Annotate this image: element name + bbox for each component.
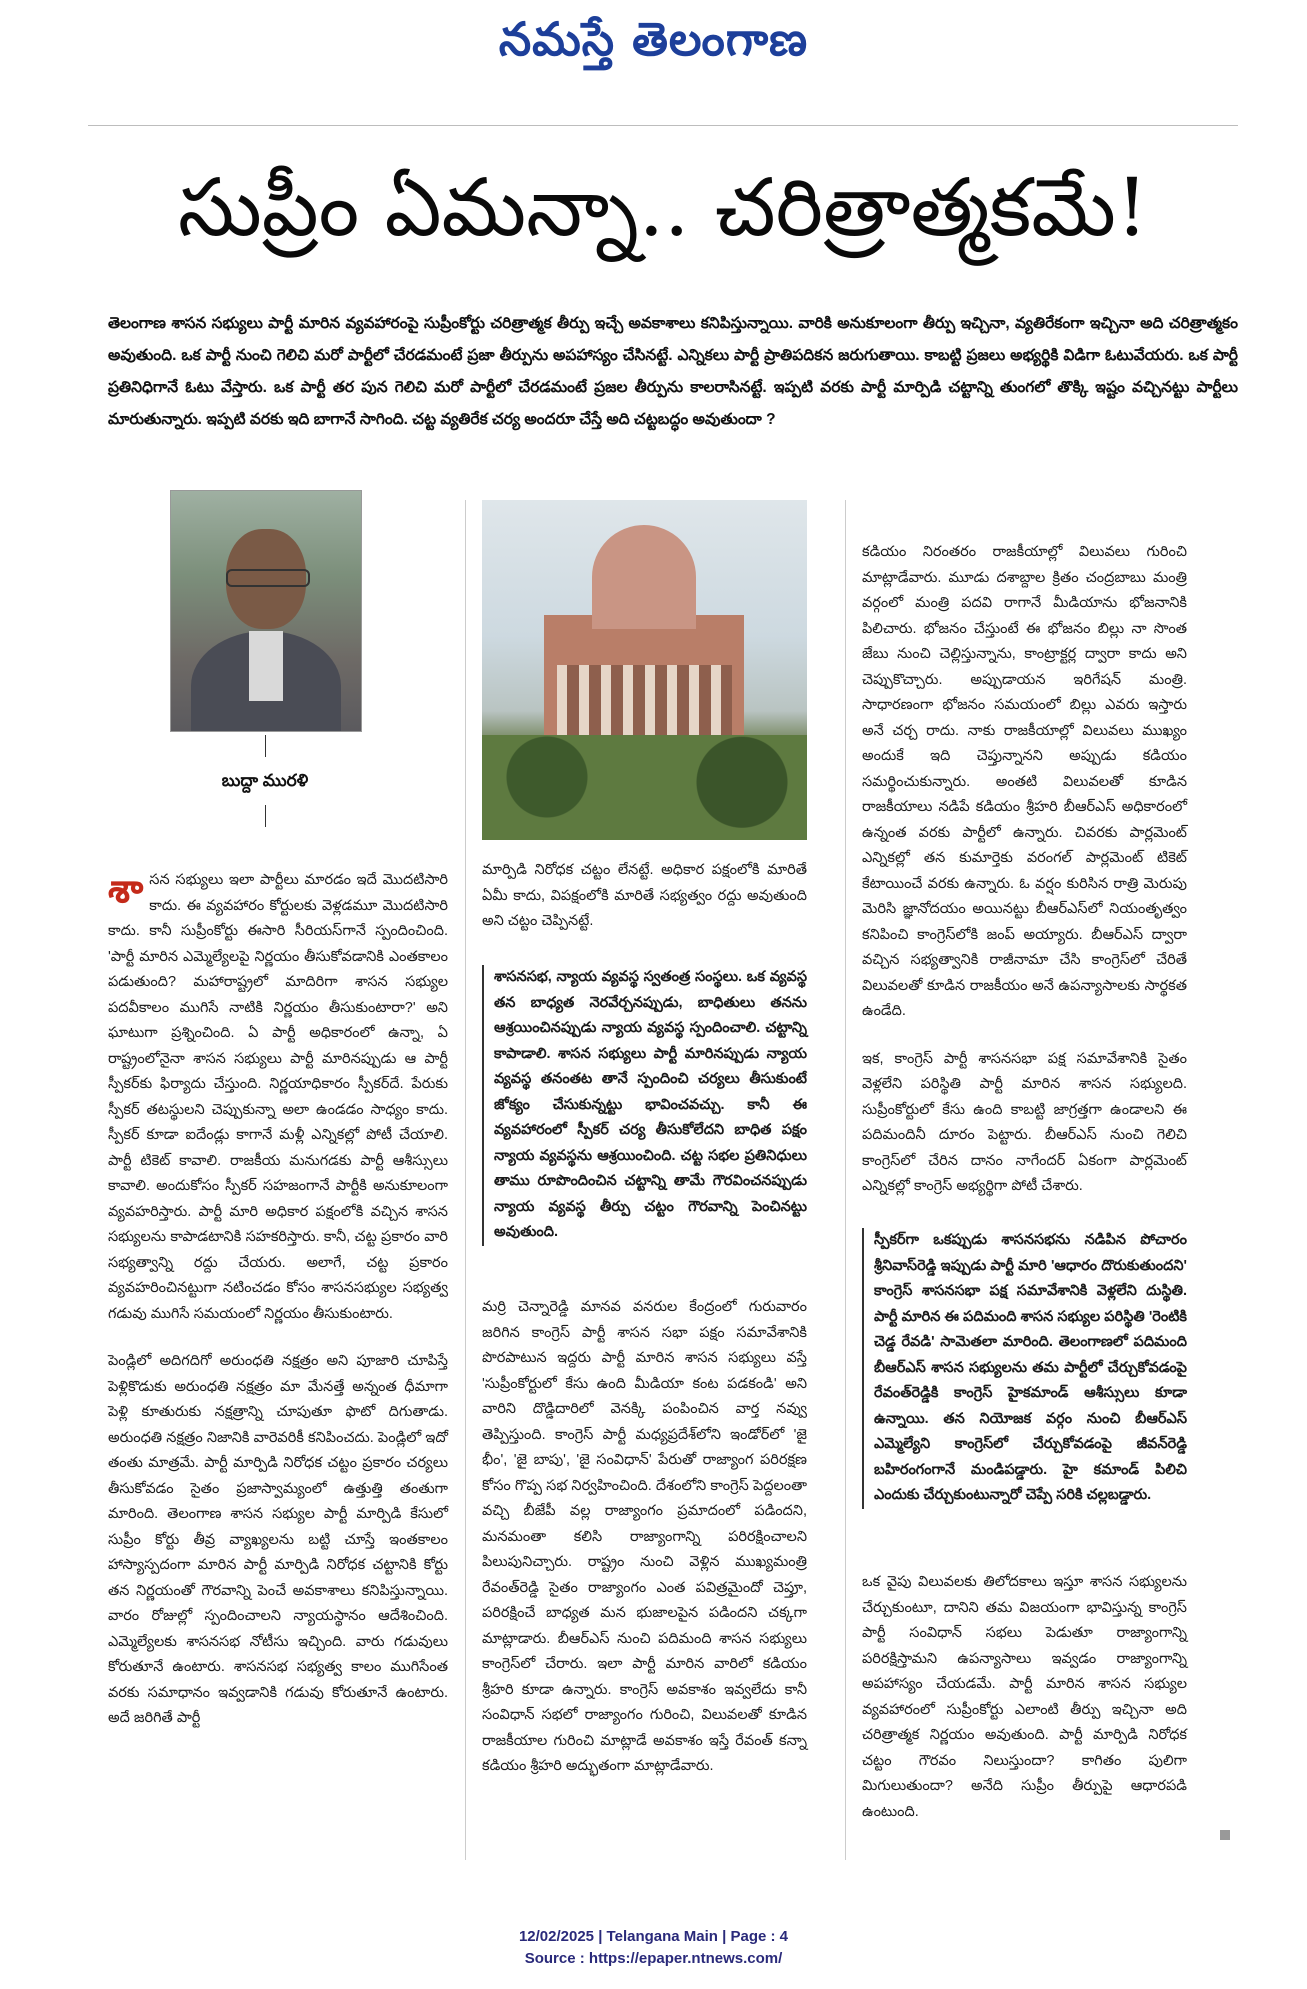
footer-source-link[interactable]: Source : https://epaper.ntnews.com/ [524, 1950, 783, 1967]
supreme-court-photo [482, 500, 807, 840]
column3-paragraph-2: ఇక, కాంగ్రెస్ పార్టీ శాసనసభా పక్ష సమావేశానికి సైతం వెళ్లలేని పరిస్థితి పార్టీ మారిన శాసన సభ్యులది. సుప్రీంకోర్టులో కేసు ఉంది కాబట్టి జాగ్రత్తగా ఉండాలని ఈ పదిమందినీ దూరం పెట్టారు. బీఆర్ఎస్ నుంచి గెలిచి కాంగ్రెస్‌లో చేరిన దానం నాగేందర్ ఏకంగా పార్లమెంట్ ఎన్నికల్లో కాంగ్రెస్ అభ్యర్థిగా పోటీ చేశారు. [862, 1050, 1187, 1194]
column-divider-1 [465, 500, 466, 1860]
column1-paragraph-2: పెండ్లిలో అదిగదిగో అరుంధతి నక్షత్రం అని పూజారి చూపిస్తే పెళ్లికొడుకు అరుంధతి నక్షత్రం మా మేనత్తే అన్నంత ధీమాగా పెళ్లి కూతురుకు నక్షత్రాన్ని చూపుతూ ఫొటో దిగుతాడు. అరుంధతి నక్షత్రం నిజానికి వారెవరికీ కనిపించదు. పెండ్లిలో ఇదో తంతు మాత్రమే. పార్టీ మార్పిడి నిరోధక చట్టం ప్రకారం చర్యలు తీసుకోవడం సైతం ప్రజాస్వామ్యంలో ఉత్తుత్తి తంతుగా మారింది. తెలంగాణ శాసన సభ్యుల పార్టీ మార్పిడి కేసులో సుప్రీం కోర్టు తీవ్ర వ్యాఖ్యలను బట్టి చూస్తే ఇంతకాలం హాస్యాస్పదంగా మారిన పార్టీ మార్పిడి నిరోధక చట్టానికి కోర్టు తన నిర్ణయంతో గౌరవాన్ని పెంచే అవకాశాలు కనిపిస్తున్నాయి. వారం రోజుల్లో స్పందించాలని న్యాయస్థానం ఆదేశించింది. ఎమ్మెల్యేలకు శాసనసభ నోటీసు ఇచ్చింది. వారు గడువులు కోరుతూనే ఉంటారు. శాసనసభ సభ్యత్వ కాలం ముగిసేంత వరకు సమాధానం ఇవ్వడానికి గడువు కోరుతూనే ఉంటారు. అదే జరిగితే పార్టీ [108, 1353, 448, 1726]
author-name: బుద్దా మురళి [221, 771, 309, 790]
article-column-2-bottom: మర్రి చెన్నారెడ్డి మానవ వనరుల కేంద్రంలో గురువారం జరిగిన కాంగ్రెస్ పార్టీ శాసన సభా పక్షం సమావేశానికి పొరపాటున ఇద్దరు పార్టీ మారిన శాసన సభ్యులు వస్తే 'సుప్రీంకోర్టులో కేసు ఉంది మీడియా కంట పడకండి' అని వారిని దొడ్డిదారిలో వెనక్కి పంపించిన వార్త నవ్వు తెప్పిస్తుంది. కాంగ్రెస్ పార్టీ మధ్యప్రదేశ్‌లోని ఇండోర్‌లో 'జై భీం', 'జై బాపు', 'జై సంవిధాన్' పేరుతో రాజ్యాంగ పరిరక్షణ కోసం గొప్ప సభ నిర్వహించింది. దేశంలోని కాంగ్రెస్ పెద్దలంతా వచ్చి బీజేపీ వల్ల రాజ్యాంగం ప్రమాదంలో పడిందని, మనమంతా కలిసి రాజ్యాంగాన్ని పరిరక్షించాలని పిలుపునిచ్చారు. రాష్ట్రం నుంచి వెళ్లిన ముఖ్యమంత్రి రేవంత్‌రెడ్డి సైతం రాజ్యాంగం ఎంత పవిత్రమైందో చెప్తూ, పరిరక్షించే బాధ్యత మన భుజాలపైన పడిందని చక్కగా మాట్లాడారు. బీఆర్‌ఎస్ నుంచి పదిమంది శాసన సభ్యులు కాంగ్రెస్‌లో చేరారు. ఇలా పార్టీ మారిన వారిలో కడియం శ్రీహరి కూడా ఉన్నారు. కాంగ్రెస్ అవకాశం ఇవ్వలేదు కానీ సంవిధాన్ సభలో రాజ్యాంగం గురించి, విలువలతో కూడిన రాజకీయాల గురించి మాట్లాడే అవకాశం ఇస్తే రేవంత్ కన్నా కడియం శ్రీహరి అద్భుతంగా మాట్లాడేవారు. [482, 1299, 807, 1774]
column3-paragraph-1: కడియం నిరంతరం రాజకీయాల్లో విలువలు గురించి మాట్లాడేవారు. మూడు దశాబ్దాల క్రితం చంద్రబాబు మంత్రి వర్గంలో మంత్రి పదవి రాగానే మీడియాను భోజనానికి పిలిచారు. భోజనం చేస్తుంటే ఈ భోజనం బిల్లు నా సొంత జేబు నుంచి చెల్లిస్తున్నాను, కాంట్రాక్టర్ల ద్వారా కాదు అని చెప్పుకొచ్చారు. అప్పుడాయన ఇరిగేషన్ మంత్రి. సాధారణంగా భోజనం సమయంలో బిల్లు ఎవరు ఇస్తారు అనే చర్చ రాదు. నాకు రాజకీయాల్లో విలువలు ముఖ్యం అందుకే ఇది చెప్తున్నానని అప్పుడు కడియం సమర్థించుకున్నారు. అంతటి విలువలతో కూడిన రాజకీయాలు నడిపే కడియం శ్రీహరి బీఆర్‌ఎస్ అధికారంలో ఉన్నంత వరకు పార్టీలో ఉన్నారు. చివరకు పార్లమెంట్ ఎన్నికల్లో తన కుమార్తెకు వరంగల్ పార్లమెంట్ టికెట్ కేటాయించే వరకు ఉన్నారు. ఓ వర్షం కురిసిన రాత్రి మెరుపు మెరిసి జ్ఞానోదయం అయినట్టు బీఆర్ఎస్‌లో నియంతృత్వం కనిపించి కాంగ్రెస్‌లోకి జంప్ అయ్యారు. బీఆర్ఎస్ ద్వారా వచ్చిన సభ్యత్వానికి రాజీనామా చేసి కాంగ్రెస్‌లో చేరితే విలువలతో కూడిన రాజకీయం అనే ఉపన్యాసాలకు సార్థకత ఉండేది. [862, 544, 1187, 1019]
article-column-3-end: ఒక వైపు విలువలకు తిలోదకాలు ఇస్తూ శాసన సభ్యులను చేర్చుకుంటూ, దానిని తమ విజయంగా భావిస్తున్న కాంగ్రెస్ పార్టీ సంవిధాన్ సభలు పెడుతూ రాజ్యాంగాన్ని పరిరక్షిస్తామని ఉపన్యాసాలు ఇవ్వడం రాజ్యాంగాన్ని అపహాస్యం చేయడమే. పార్టీ మారిన శాసన సభ్యుల వ్యవహారంలో సుప్రీంకోర్టు ఎలాంటి తీర్పు ఇచ్చినా అది చరిత్రాత్మక నిర్ణయం అవుతుంది. పార్టీ మార్పిడి నిరోధక చట్టం గౌరవం నిలుస్తుందా? కాగితం పులిగా మిగులుతుందా? అనేది సుప్రీం తీర్పుపై ఆధారపడి ఉంటుంది. [862, 1574, 1187, 1820]
dropcap: శా [108, 867, 144, 911]
pull-quote-box-2: స్పీకర్‌గా ఒకప్పుడు శాసనసభను నడిపిన పోచారం శ్రీనివాస్‌రెడ్డి ఇప్పుడు పార్టీ మారి 'ఆధారం దొరుకుతుందని' కాంగ్రెస్ శాసనసభా పక్ష సమావేశానికి వెళ్లలేని దుస్థితి. పార్టీ మారిన ఈ పదిమంది శాసన సభ్యుల పరిస్థితి 'రెంటికి చెడ్డ రేవడి' సామెతలా మారింది. తెలంగాణలో పదిమంది బీఆర్ఎస్ శాసన సభ్యులను తమ పార్టీలో చేర్చుకోవడంపై రేవంత్‌రెడ్డికి కాంగ్రెస్ హైకమాండ్ ఆశీస్సులు కూడా ఉన్నాయి. తన నియోజక వర్గం నుంచి బీఆర్ఎస్ ఎమ్మెల్యేని కాంగ్రెస్‌లో చేర్చుకోవడంపై జీవన్‌రెడ్డి బహిరంగంగానే మండిపడ్డారు. హై కమాండ్ పిలిచి ఎందుకు చేర్చుకుంటున్నారో చెప్పే సరికి చల్లబడ్డారు. [862, 1228, 1187, 1509]
author-divider-top [265, 735, 266, 757]
column1-paragraph-1: శాసన సభ్యులు ఇలా పార్టీలు మారడం ఇదే మొదటిసారి కాదు. ఈ వ్యవహారం కోర్టులకు వెళ్లడమూ మొదటిసారి కాదు. కానీ సుప్రీంకోర్టు ఈసారి సీరియస్‌గానే స్పందించింది. 'పార్టీ మారిన ఎమ్మెల్యేలపై నిర్ణయం తీసుకోవడానికి ఎంతకాలం పడుతుంది? మహారాష్ట్రలో మాదిరిగా శాసన సభ్యుల పదవీకాలం ముగిసే నాటికి నిర్ణయం తీసుకుంటారా?' అని ఘాటుగా ప్రశ్నించింది. ఏ పార్టీ అధికారంలో ఉన్నా, ఏ రాష్ట్రంలోనైనా శాసన సభ్యులు పార్టీ మారినప్పుడు ఆ పార్టీ స్పీకర్‌కు ఫిర్యాదు చేస్తుంది. నిర్ణయాధికారం స్పీకర్‌దే. పేరుకు స్పీకర్ తటస్థులని చెప్పుకున్నా అలా ఉండడం సాధ్యం కాదు. స్పీకర్ కూడా ఐదేండ్లు కాగానే మళ్లీ ఎన్నికల్లో పోటీ చేయాలి. పార్టీ టికెట్ కావాలి. రాజకీయ మనుగడకు పార్టీ ఆశీస్సులు కావాలి. అందుకోసం స్పీకర్ సహజంగానే పార్టీకి అనుకూలంగా వ్యవహరిస్తారు. పార్టీ మారి అధికార పక్షంలోకి వచ్చిన శాసన సభ్యులను కాపాడటానికి సహకరిస్తారు. కానీ, చట్ట ప్రకారం వారి సభ్యత్వాన్ని రద్దు చేయరు. అలాగే, చట్ట ప్రకారం వ్యవహరించినట్టుగా నటించడం కోసం శాసనసభ్యుల సభ్యత్వ గడువు ముగిసే సమయంలో నిర్ణయం తీసుకుంటారు. [108, 867, 448, 1322]
pull-quote-box-1: శాసనసభ, న్యాయ వ్యవస్థ స్వతంత్ర సంస్థలు. ఒక వ్యవస్థ తన బాధ్యత నెరవేర్చనప్పుడు, బాధితులు తనను ఆశ్రయించినప్పుడు న్యాయ వ్యవస్థ స్పందించాలి. చట్టాన్ని కాపాడాలి. శాసన సభ్యులు పార్టీ మారినప్పుడు న్యాయ వ్యవస్థ తనంతట తానే స్పందించి చర్యలు తీసుకుంటే జోక్యం చేసుకున్నట్టు భావించవచ్చు. కానీ ఈ వ్యవహారంలో స్పీకర్ చర్య తీసుకోలేదని బాధిత పక్షం న్యాయ వ్యవస్థను ఆశ్రయించింది. చట్ట సభల ప్రతినిధులు తాము రూపొందించిన చట్టాన్ని తామే గౌరవించనప్పుడు న్యాయ వ్యవస్థ తీర్పు చట్టం గౌరవాన్ని పెంచినట్టు అవుతుంది. [482, 965, 807, 1246]
headline: సుప్రీం ఏమన్నా.. చరిత్రాత్మకమే! [177, 161, 1149, 254]
article-column-3 [862, 540, 1187, 1222]
lead-paragraph: తెలంగాణ శాసన సభ్యులు పార్టీ మారిన వ్యవహారంపై సుప్రీంకోర్టు చరిత్రాత్మక తీర్పు ఇచ్చే అవకాశాలు కనిపిస్తున్నాయి. వారికి అనుకూలంగా తీర్పు ఇచ్చినా, వ్యతిరేకంగా ఇచ్చినా అది చరిత్రాత్మకం అవుతుంది. ఒక పార్టీ నుంచి గెలిచి మరో పార్టీలో చేరడమంటే ప్రజా తీర్పును అపహాస్యం చేసినట్టే. ఎన్నికలు పార్టీ ప్రాతిపదికన జరుగుతాయి. కాబట్టి ప్రజలు అభ్యర్థికి విడిగా ఓటువేయరు. ఒక పార్టీ ప్రతినిధిగానే ఓటు వేస్తారు. ఒక పార్టీ తర పున గెలిచి మరో పార్టీలో చేరడమంటే ప్రజల తీర్పును కాలరాసినట్టే. ఇప్పటి వరకు పార్టీ మార్పిడి చట్టాన్ని తుంగలో తొక్కి ఇష్టం వచ్చినట్టు పార్టీలు మారుతున్నారు. ఇప్పటి వరకు ఇది బాగానే సాగింది. చట్ట వ్యతిరేక చర్య అందరూ చేస్తే అది చట్టబద్ధం అవుతుందా ? [108, 315, 1238, 428]
author-divider-bottom [265, 805, 266, 827]
footer-date-line: 12/02/2025 | Telangana Main | Page : 4 [518, 1928, 789, 1945]
column-divider-2 [845, 500, 846, 1860]
masthead-logo: నమస్తే తెలంగాణ [498, 12, 809, 66]
author-photo [170, 490, 362, 732]
end-mark [1220, 1830, 1230, 1840]
article-column-1 [108, 868, 448, 1754]
article-column-2-top: మార్పిడి నిరోధక చట్టం లేనట్టే. అధికార పక్షంలోకి మారితే ఏమీ కాదు, విపక్షంలోకి మారితే సభ్యత్వం రద్దు అవుతుంది అని చట్టం చెప్పినట్టే. [482, 862, 807, 929]
top-divider [88, 125, 1238, 126]
